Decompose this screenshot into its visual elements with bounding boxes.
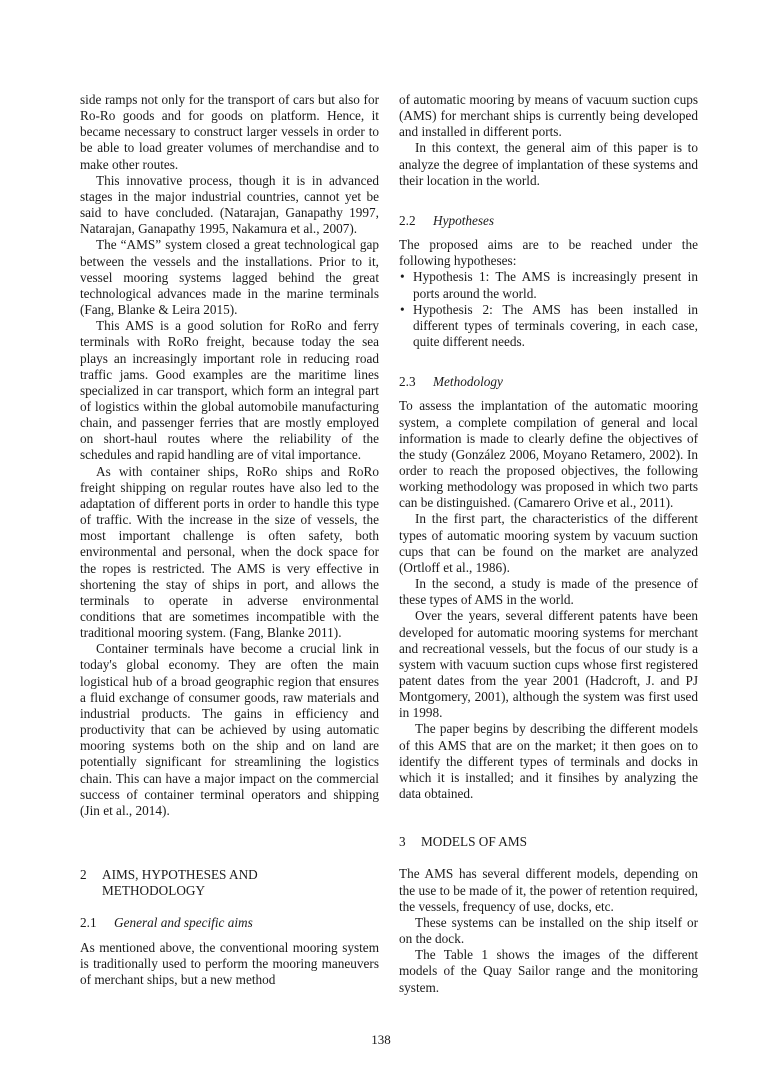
subsection-heading-2-2	[399, 213, 698, 229]
paragraph: of automatic mooring by means of vacuum suction cups (AMS) for merchant ships is currently being developed and installed in different ports.	[399, 92, 698, 140]
paragraph: In the second, a study is made of the presence of these types of AMS in the world.	[399, 576, 698, 608]
subsection-number: 2.1	[80, 915, 97, 931]
paragraph: These systems can be installed on the ship itself or on the dock.	[399, 914, 698, 947]
paragraph: Container terminals have become a crucial link in today's global economy. They are often the main logistical hub of a broad geographic region that ensures a fluid exchange of consumer goods, raw materials and industrial products. The gains in efficiency and productivity that can be achieved by using automatic mooring systems both on the ship and on land are potentially significant for streamlining the logistics chain. This can have a major impact on the commercial success of container terminal operators and shipping (Jin et al., 2014).	[80, 641, 379, 818]
hypotheses-list	[399, 269, 698, 350]
paragraph: The Table 1 shows the images of the different models of the Quay Sailor range and the monitoring system.	[399, 947, 698, 995]
paragraph: The “AMS” system closed a great technological gap between the vessels and the installations. Prior to it, vessel mooring systems lagged behind the great technological advances made in the marine terminals (Fang, Blanke & Leira 2015).	[80, 237, 379, 318]
list-item: • Hypothesis 2: The AMS has been installed in different types of terminals covering, in each case, quite different needs.	[399, 302, 698, 350]
list-item: • Hypothesis 1: The AMS is increasingly present in ports around the world.	[399, 269, 698, 301]
section-heading-2	[80, 867, 379, 899]
section-title-line: AIMS, HYPOTHESES AND	[102, 867, 258, 883]
paragraph: In this context, the general aim of this paper is to analyze the degree of implantation of these systems and their location in the world.	[399, 140, 698, 188]
subsection-title: Methodology	[433, 374, 503, 390]
paragraph: In the first part, the characteristics of the different types of automatic mooring system by vacuum suction cups that can be found on the market are analyzed (Ortloff et al., 1986).	[399, 511, 698, 575]
paragraph: The AMS has several different models, depending on the use to be made of it, the power of retention required, the vessels, frequency of use, docks, etc.	[399, 866, 698, 914]
section-number: 2	[80, 867, 87, 883]
paragraph: This AMS is a good solution for RoRo and ferry terminals with RoRo freight, because today the sea plays an increasingly important role in reducing road traffic jams. Good examples are the maritime lines specialized in car transport, which form an integral part of logistics within the global automobile manufacturing chain, and passenger ferries that are mostly employed on short-haul routes where the reliability of the schedules and rapid handling are of vital importance.	[80, 318, 379, 463]
section-heading-3	[399, 834, 698, 850]
section-title-line: METHODOLOGY	[102, 883, 206, 899]
section-number: 3	[399, 834, 406, 850]
subsection-heading-2-3	[399, 374, 698, 390]
subsection-number: 2.2	[399, 212, 416, 228]
paragraph: This innovative process, though it is in advanced stages in the major industrial countries, cannot yet be said to have concluded. (Natarajan, Ganapathy 1997, Natarajan, Ganapathy 1995, Nakamura et al., 2007).	[80, 172, 379, 237]
left-column	[80, 92, 379, 988]
right-column	[399, 92, 698, 996]
subsection-title: Hypotheses	[433, 212, 495, 228]
subsection-heading-2-1	[80, 915, 379, 931]
paragraph: The paper begins by describing the different models of this AMS that are on the market; it then goes on to identify the different types of terminals and docks in which it is installed; and it finsihes by analyzing the data obtained.	[399, 721, 698, 802]
subsection-number: 2.3	[399, 374, 416, 390]
paragraph: The proposed aims are to be reached under the following hypotheses:	[399, 237, 698, 269]
page-number: 138	[371, 1032, 391, 1047]
subsection-title: General and specific aims	[114, 915, 253, 931]
section-title: MODELS OF AMS	[421, 834, 528, 850]
paragraph: Over the years, several different patents have been developed for automatic mooring systems for merchant and recreational vessels, but the focus of our study is a system with vacuum suction cups whose first registered patent dates from the year 2001 (Hadcroft, J. and PJ Montgomery, 2001), although the system was first used in 1998.	[399, 608, 698, 721]
paragraph: As mentioned above, the conventional mooring system is traditionally used to perform the mooring maneuvers of merchant ships, but a new method	[80, 939, 379, 987]
paragraph: side ramps not only for the transport of cars but also for Ro-Ro goods and for goods on platform. Hence, it became necessary to construct larger vessels in order to be able to load greater volumes of merchandise and to make other routes.	[80, 92, 379, 172]
paragraph: To assess the implantation of the automatic mooring system, a complete compilation of general and local information is made to clearly define the objectives of the study (González 2006, Moyano Retamero, 2002). In order to reach the proposed objectives, the following working methodology was proposed in which two parts can be distinguished. (Camarero Orive et al., 2011).	[399, 398, 698, 511]
paragraph: As with container ships, RoRo ships and RoRo freight shipping on regular routes have also led to the adaptation of different ports in order to handle this type of traffic. With the increase in the size of vessels, the most important challenge is often safety, both environmental and personal, when the dock space for the ropes is restricted. The AMS is very effective in shortening the stay of ships in port, and allows the terminals to operate in adverse environmental conditions that are sometimes incompatible with the traditional mooring system. (Fang, Blanke 2011).	[80, 463, 379, 641]
